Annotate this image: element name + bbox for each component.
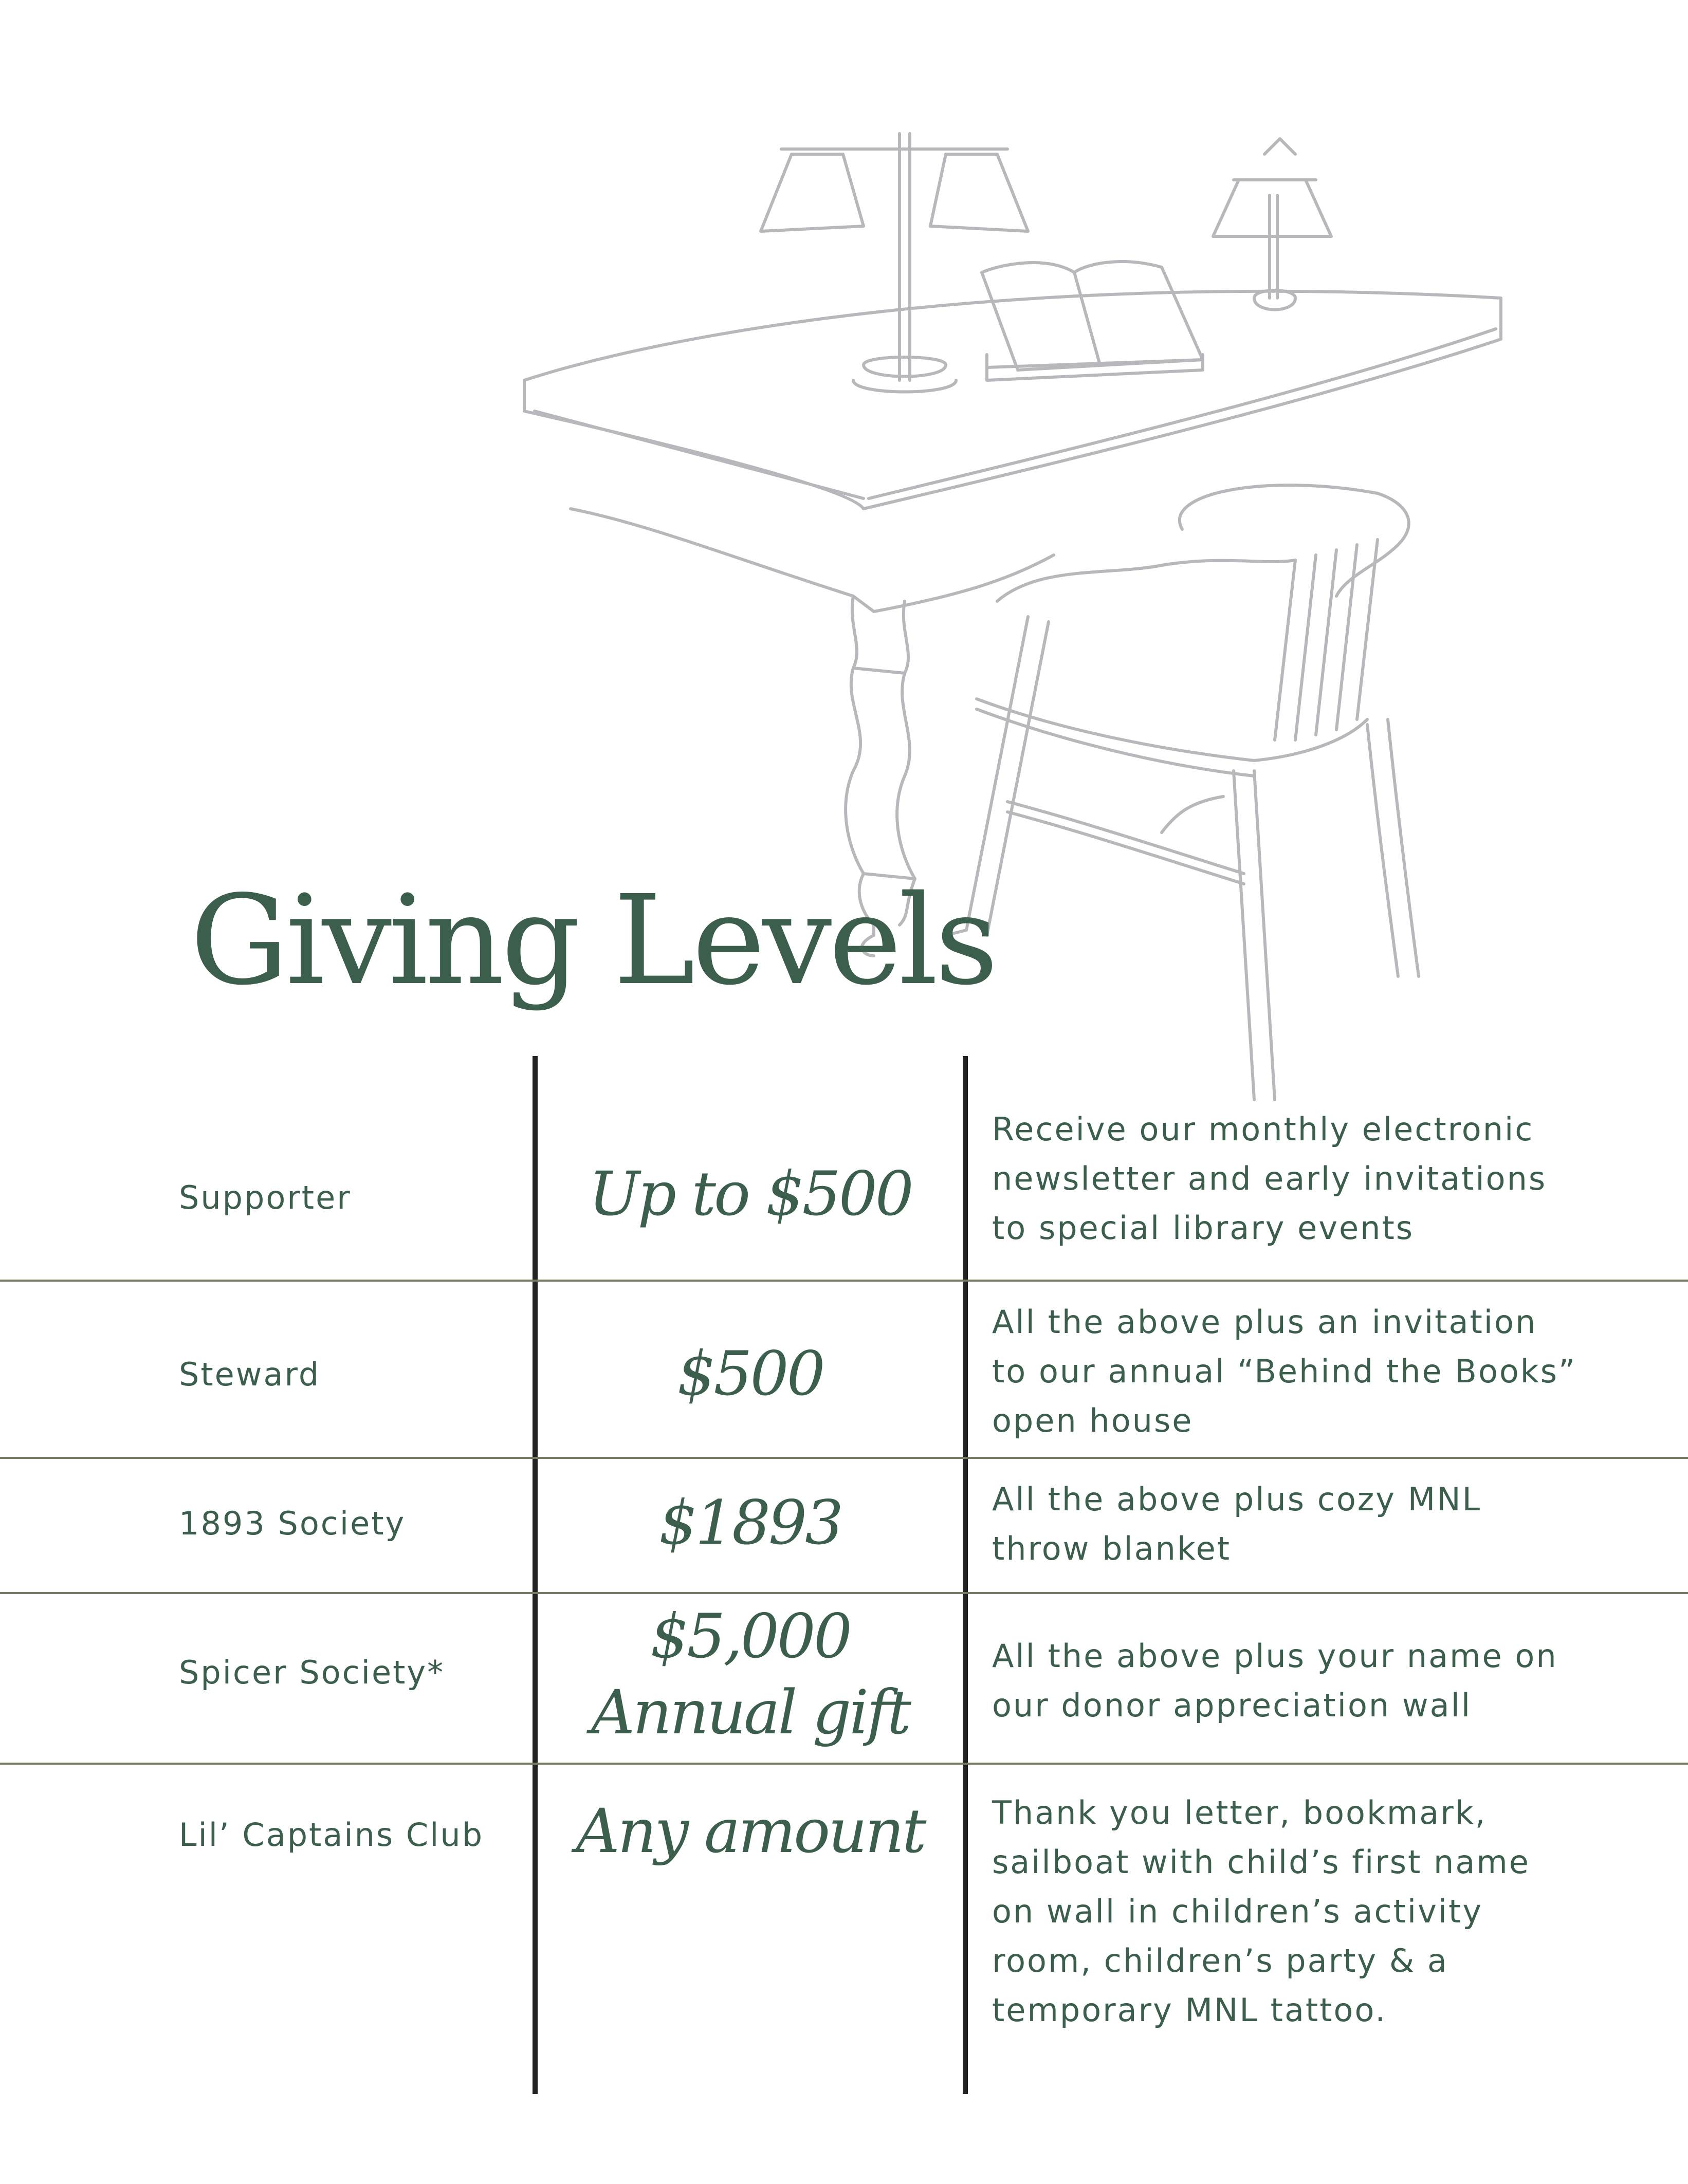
level-name: Spicer Society* xyxy=(179,1654,445,1691)
column-divider-right xyxy=(963,1056,968,2094)
level-description: All the above plus an invitation to our annual “Behind the Books” open house xyxy=(992,1303,1577,1439)
page-title: Giving Levels xyxy=(190,868,996,1012)
level-name: 1893 Society xyxy=(179,1505,406,1542)
level-amount: Any amount xyxy=(576,1796,925,1866)
level-amount: $1893 xyxy=(658,1487,842,1558)
level-name: Lil’ Captains Club xyxy=(179,1816,484,1854)
level-name: Steward xyxy=(179,1356,321,1393)
row-divider xyxy=(0,1763,1688,1765)
level-description: All the above plus your name on our donor appreciation wall xyxy=(992,1637,1558,1724)
row-divider xyxy=(0,1592,1688,1594)
column-divider-left xyxy=(533,1056,538,2094)
level-description: Thank you letter, bookmark, sailboat with child’s first name on wall in children’s activity room, children’s party & a temporary MNL tattoo. xyxy=(992,1794,1530,2029)
level-amount: $5,000 Annual gift xyxy=(591,1601,910,1748)
row-divider xyxy=(0,1280,1688,1282)
level-description: Receive our monthly electronic newsletter and early invitations to special library events xyxy=(992,1110,1547,1247)
level-amount: $500 xyxy=(677,1338,823,1409)
level-description: All the above plus cozy MNL throw blanket xyxy=(992,1480,1482,1567)
level-name: Supporter xyxy=(179,1179,352,1216)
level-amount: Up to $500 xyxy=(589,1158,912,1229)
row-divider xyxy=(0,1457,1688,1459)
